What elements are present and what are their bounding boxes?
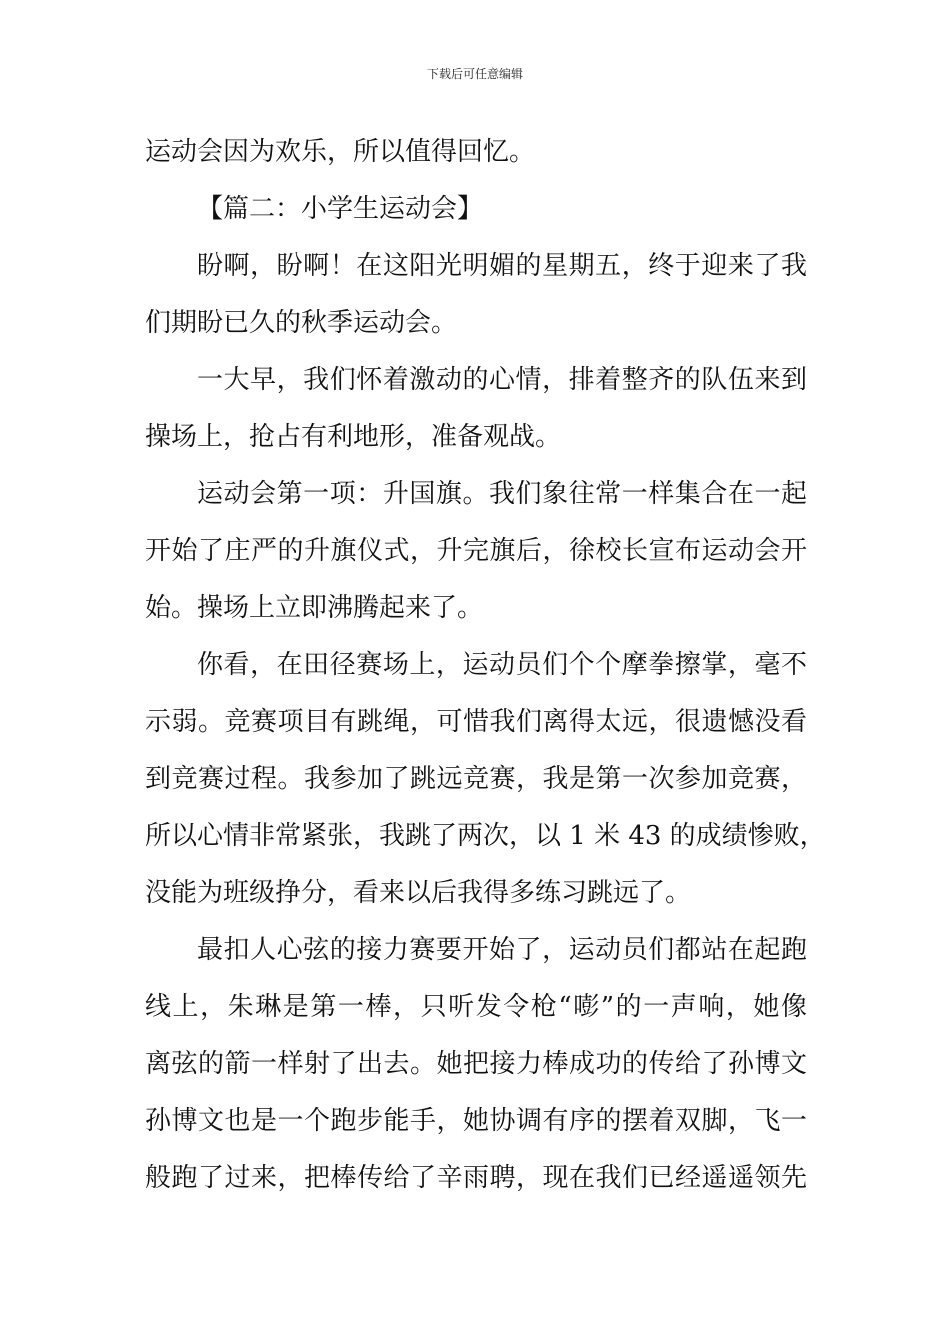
text-line: 般跑了过来，把棒传给了辛雨聘，现在我们已经遥遥领先: [145, 1163, 807, 1193]
text-line: 操场上，抢占有利地形，准备观战。: [145, 422, 562, 452]
text-line: 孙博文也是一个跑步能手，她协调有序的摆着双脚，飞一: [145, 1106, 807, 1136]
text-line: 所以心情非常紧张，我跳了两次，以 1 米 43 的成绩惨败，: [145, 821, 826, 851]
text-line: 没能为班级挣分，看来以后我得多练习跳远了。: [145, 878, 692, 908]
section-heading: 【篇二：小学生运动会】: [197, 194, 484, 224]
text-line: 离弦的箭一样射了出去。她把接力棒成功的传给了孙博文: [145, 1049, 807, 1079]
text-line: 示弱。竞赛项目有跳绳，可惜我们离得太远，很遗憾没看: [145, 707, 807, 737]
text-line: 始。操场上立即沸腾起来了。: [145, 593, 484, 623]
document-body: [145, 124, 826, 1207]
text-line: 到竞赛过程。我参加了跳远竞赛，我是第一次参加竞赛，: [145, 764, 807, 794]
text-line: 们期盼已久的秋季运动会。: [145, 308, 458, 338]
text-line: 一大早，我们怀着激动的心情，排着整齐的队伍来到: [197, 365, 807, 395]
text-line: 运动会因为欢乐，所以值得回忆。: [145, 137, 536, 167]
text-line: 盼啊，盼啊！在这阳光明媚的星期五，终于迎来了我: [197, 251, 807, 281]
text-line: 线上，朱琳是第一棒，只听发令枪“嘭”的一声响，她像: [145, 992, 807, 1022]
page-header: 下载后可任意编辑: [426, 67, 523, 81]
text-line: 最扣人心弦的接力赛要开始了，运动员们都站在起跑: [197, 935, 807, 965]
text-line: 开始了庄严的升旗仪式，升完旗后，徐校长宣布运动会开: [145, 536, 807, 566]
text-line: 运动会第一项：升国旗。我们象往常一样集合在一起: [197, 479, 807, 509]
text-line: 你看，在田径赛场上，运动员们个个摩拳擦掌，毫不: [197, 650, 807, 680]
